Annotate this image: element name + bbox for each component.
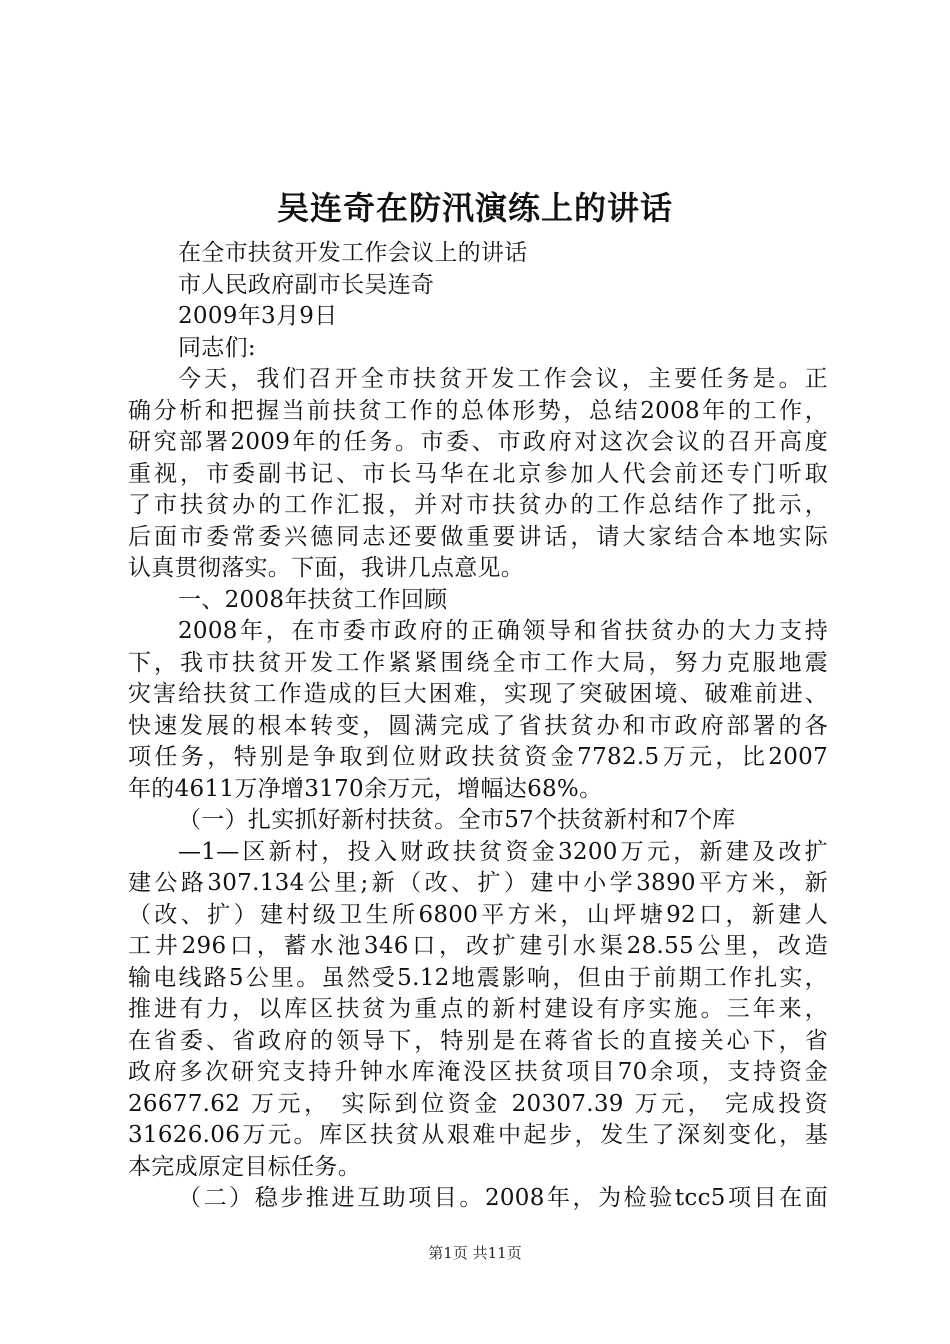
text-line: 工井296口，蓄水池346口，改扩建引水渠28.55公里，改造 (128, 933, 828, 959)
text-line: 快速发展的根本转变，圆满完成了省扶贫办和市政府部署的各 (128, 712, 828, 739)
text-line: 了市扶贫办的工作汇报，并对市扶贫办的工作总结作了批示， (128, 492, 828, 518)
text-line: 今天，我们召开全市扶贫开发工作会议，主要任务是。正 (178, 366, 828, 392)
text-line: 输电线路5公里。虽然受5.12地震影响，但由于前期工作扎实， (128, 964, 828, 991)
text-line: （改、扩）建村级卫生所6800平方米，山坪塘92口，新建人 (128, 901, 828, 928)
text-line: 确分析和把握当前扶贫工作的总体形势，总结2008年的工作， (128, 397, 828, 424)
text-line: 后面市委常委兴德同志还要做重要讲话，请大家结合本地实际 (128, 523, 828, 550)
text-line: —1—区新村，投入财政扶贫资金3200万元，新建及改扩 (178, 838, 828, 865)
text-line: 认真贯彻落实。下面，我讲几点意见。 (128, 555, 525, 581)
text-line: 本完成原定目标任务。 (128, 1153, 361, 1180)
text-line: 推进有力，以库区扶贫为重点的新村建设有序实施。三年来， (128, 996, 828, 1022)
page-footer: 第1页 共11页 (428, 1244, 522, 1262)
text-line: 2009年3月9日 (178, 303, 338, 329)
document-body (128, 238, 828, 1215)
text-line: 在全市扶贫开发工作会议上的讲话 (178, 240, 528, 266)
text-line: 重视，市委副书记、市长马华在北京参加人代会前还专门听取 (128, 460, 828, 487)
text-line: （二）稳步推进互助项目。2008年，为检验tcc5项目在面 (178, 1185, 828, 1211)
text-line: 一、2008年扶贫工作回顾 (178, 586, 448, 613)
text-line: 在省委、省政府的领导下，特别是在蒋省长的直接关心下，省 (128, 1027, 828, 1054)
document-title: 吴连奇在防汛演练上的讲话 (276, 189, 673, 227)
text-line: 2008年，在市委市政府的正确领导和省扶贫办的大力支持 (178, 618, 828, 644)
text-line: 下，我市扶贫开发工作紧紧围绕全市工作大局，努力克服地震 (128, 649, 828, 676)
text-line: 研究部署2009年的任务。市委、市政府对这次会议的召开高度 (128, 429, 828, 455)
text-line: 年的4611万净增3170余万元，增幅达68%。 (128, 775, 603, 802)
text-line: 26677.62 万元， 实际到位资金 20307.39 万元， 完成投资 (128, 1090, 828, 1117)
text-line: 市人民政府副市长吴连奇 (178, 271, 435, 298)
text-line: 政府多次研究支持升钟水库淹没区扶贫项目70余项，支持资金 (128, 1059, 828, 1085)
text-line: 灾害给扶贫工作造成的巨大困难，实现了突破困境、破难前进、 (128, 681, 828, 707)
text-line: 同志们: (178, 334, 256, 361)
text-line: 31626.06万元。库区扶贫从艰难中起步，发生了深刻变化，基 (128, 1122, 828, 1148)
text-line: 项任务，特别是争取到位财政扶贫资金7782.5万元，比2007 (128, 744, 828, 770)
text-line: （一）扎实抓好新村扶贫。全市57个扶贫新村和7个库 (178, 807, 736, 833)
text-line: 建公路307.134公里;新（改、扩）建中小学3890平方米，新 (128, 870, 828, 896)
